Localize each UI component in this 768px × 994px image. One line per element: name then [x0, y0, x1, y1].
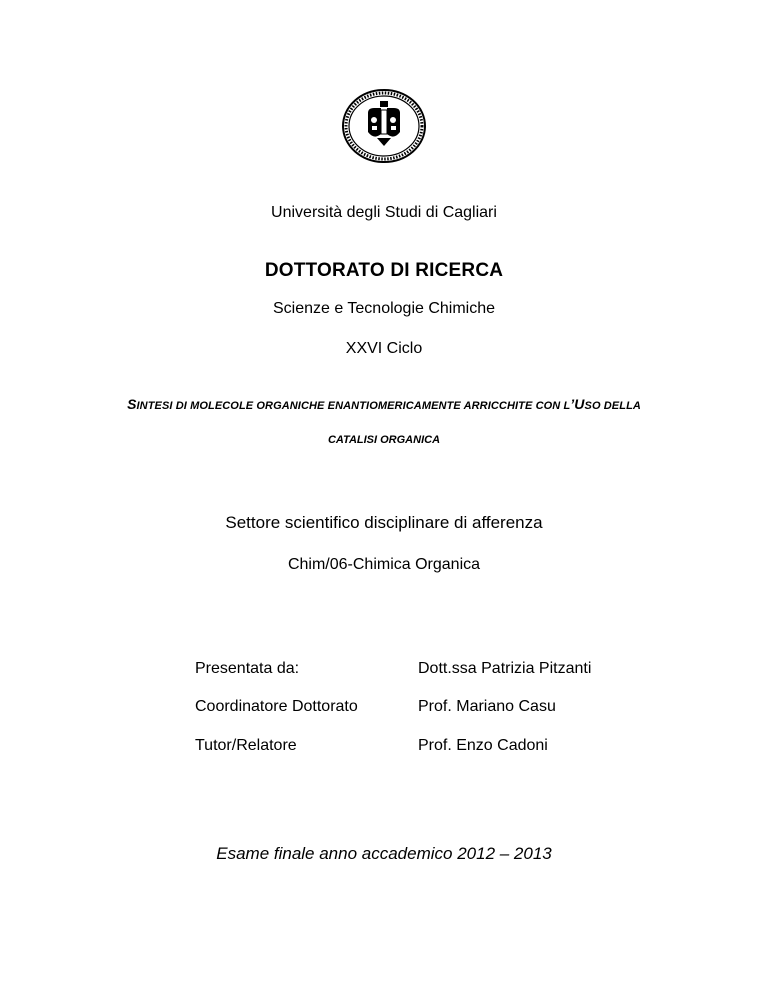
- people-row: [195, 698, 715, 720]
- program-heading: DOTTORATO DI RICERCA: [264, 260, 504, 281]
- role-label: Tutor/Relatore: [195, 737, 297, 754]
- role-label: Coordinatore Dottorato: [195, 698, 358, 715]
- thesis-title-tail: SO DELLA: [584, 400, 641, 412]
- university-name: Università degli Studi di Cagliari: [271, 204, 497, 221]
- role-label: Presentata da:: [195, 660, 300, 677]
- sector-value: Chim/06-Chimica Organica: [287, 556, 481, 573]
- exam-year: Esame finale anno accademico 2012 – 2013: [216, 844, 552, 863]
- program-cycle: XXVI Ciclo: [345, 340, 423, 357]
- person-name: Prof. Enzo Cadoni: [418, 737, 548, 754]
- people-row: [195, 737, 715, 759]
- thesis-title-apostrophe: ’: [570, 396, 575, 412]
- thesis-title-line-1: [0, 396, 768, 412]
- person-name: Prof. Mariano Casu: [418, 698, 556, 715]
- thesis-title-initial: S: [127, 396, 137, 412]
- thesis-title-line-2: CATALISI ORGANICA: [327, 434, 441, 446]
- thesis-title-tail-initial: U: [574, 396, 585, 412]
- program-field: Scienze e Tecnologie Chimiche: [272, 300, 496, 317]
- university-seal-icon: [341, 88, 427, 164]
- person-name: Dott.ssa Patrizia Pitzanti: [418, 660, 592, 677]
- sector-label: Settore scientifico disciplinare di afferenza: [225, 513, 543, 532]
- people-row: [195, 660, 715, 682]
- thesis-title-text: INTESI DI MOLECOLE ORGANICHE ENANTIOMERICAMENTE ARRICCHITE CON L: [136, 400, 571, 412]
